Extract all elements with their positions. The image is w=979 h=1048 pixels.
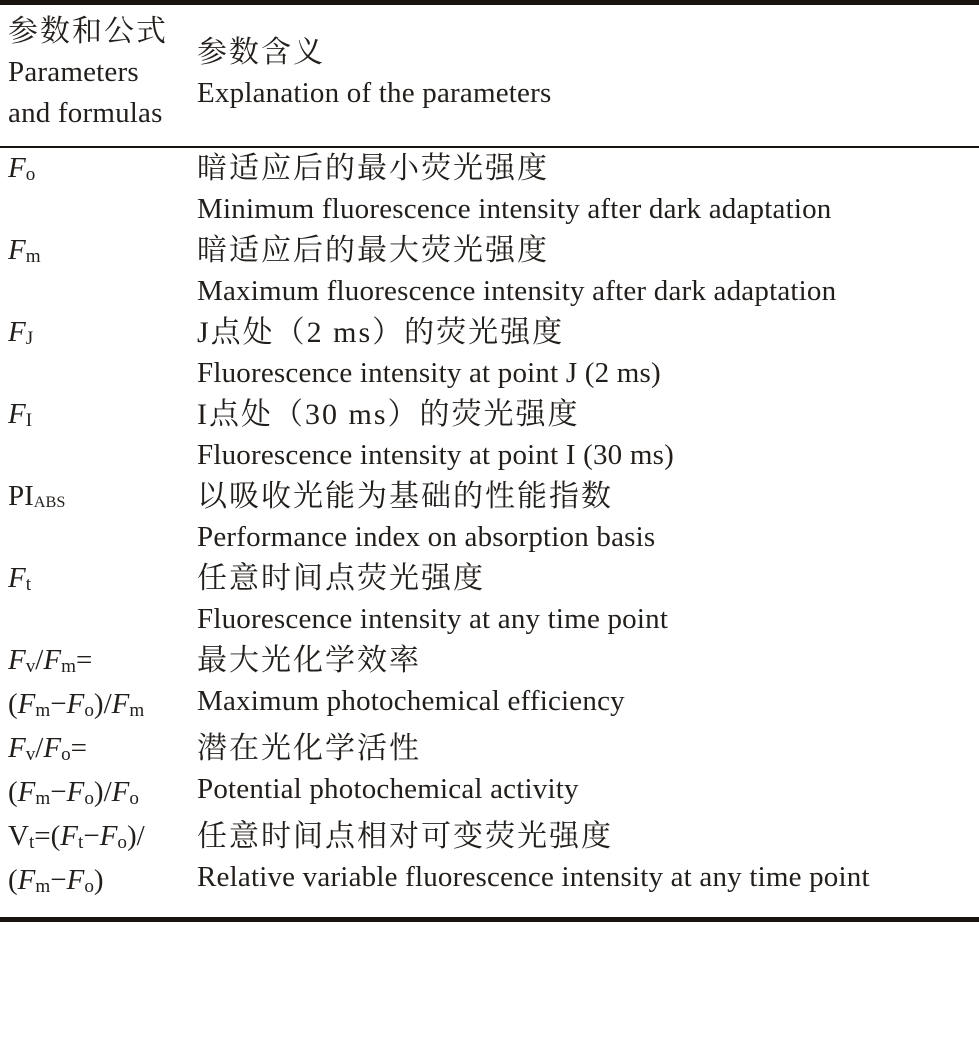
table-row — [0, 312, 979, 394]
formula-part: )/ — [126, 820, 145, 852]
formula-part: t — [78, 832, 84, 854]
formula-part: − — [50, 864, 67, 896]
formula-part: F — [17, 864, 36, 896]
table-row — [0, 816, 979, 920]
formula-line-1 — [8, 148, 197, 192]
formula-part: J — [25, 328, 34, 350]
formula-part: m — [25, 246, 41, 268]
formula-line-1 — [8, 640, 197, 684]
formula-line-2 — [8, 860, 197, 904]
formula-part: F — [8, 234, 26, 266]
formula-part: F — [8, 562, 26, 594]
explanation-english: Minimum fluorescence intensity after dark adaptation — [197, 193, 832, 225]
formula-part: o — [84, 788, 94, 810]
formula-line-2 — [8, 684, 197, 728]
explanation-chinese: 任意时间点相对可变荧光强度 — [197, 820, 613, 853]
formula-part: − — [50, 776, 67, 808]
formula-part: m — [61, 656, 76, 678]
formula-part: m — [35, 700, 51, 722]
header-col-explanation — [197, 3, 979, 148]
header-explanation-chinese: 参数含义 — [197, 35, 325, 69]
explanation-cell — [197, 230, 979, 312]
table-row — [0, 394, 979, 476]
formula-line-1 — [8, 230, 197, 274]
formula-part: ABS — [33, 492, 66, 511]
formula-part: o — [84, 876, 94, 898]
formula-part: / — [35, 732, 44, 764]
header-explanation-english: Explanation of the parameters — [197, 76, 552, 109]
formula-part: F — [60, 820, 79, 852]
explanation-chinese: 最大光化学效率 — [197, 644, 421, 677]
formula-part: F — [8, 644, 26, 676]
explanation-chinese: I点处（30 ms）的荧光强度 — [197, 398, 580, 431]
parameter-formula-cell — [0, 816, 197, 920]
formula-part: ( — [8, 688, 18, 720]
explanation-english: Fluorescence intensity at point I (30 ms) — [197, 439, 674, 471]
explanation-english: Fluorescence intensity at any time point — [197, 603, 669, 635]
parameter-formula-cell — [0, 640, 197, 728]
table-row — [0, 147, 979, 230]
formula-part: F — [99, 820, 118, 852]
formula-part: F — [66, 864, 85, 896]
formula-part: F — [8, 732, 26, 764]
formula-part: v — [25, 656, 36, 678]
table-row — [0, 640, 979, 728]
formula-part: F — [8, 398, 26, 430]
explanation-chinese: 以吸收光能为基础的性能指数 — [197, 480, 613, 513]
formula-line-1 — [8, 558, 197, 602]
explanation-cell — [197, 312, 979, 394]
parameter-formula-cell — [0, 312, 197, 394]
formula-part: o — [129, 788, 139, 810]
formula-part: F — [43, 732, 62, 764]
explanation-chinese: J点处（2 ms）的荧光强度 — [197, 316, 565, 349]
explanation-cell — [197, 476, 979, 558]
explanation-english: Performance index on absorption basis — [197, 521, 656, 553]
formula-part: = — [70, 732, 87, 764]
formula-line-1 — [8, 476, 197, 521]
formula-part: F — [111, 688, 130, 720]
table-row — [0, 558, 979, 640]
formula-part: F — [17, 776, 36, 808]
formula-part: F — [66, 688, 85, 720]
table-body — [0, 147, 979, 920]
formula-part: ( — [8, 776, 18, 808]
formula-part: )/ — [93, 688, 112, 720]
formula-part: = — [75, 644, 93, 676]
formula-part: t — [28, 832, 35, 854]
formula-part: V — [8, 820, 29, 852]
table-row — [0, 230, 979, 312]
header-parameters-english-line1: Parameters — [8, 56, 139, 88]
explanation-cell — [197, 147, 979, 230]
explanation-english: Potential photochemical activity — [197, 773, 579, 805]
parameter-formula-cell — [0, 558, 197, 640]
formula-line-1 — [8, 816, 197, 860]
formula-part: v — [25, 744, 36, 766]
explanation-english: Maximum photochemical efficiency — [197, 685, 625, 717]
table-header — [0, 3, 979, 148]
formula-line-1 — [8, 394, 197, 438]
formula-part: F — [43, 644, 62, 676]
formula-part: o — [61, 744, 71, 766]
formula-part: ( — [8, 864, 18, 896]
explanation-cell — [197, 640, 979, 728]
formula-part: m — [35, 876, 51, 898]
explanation-chinese: 任意时间点荧光强度 — [197, 562, 485, 595]
parameter-formula-cell — [0, 728, 197, 816]
explanation-english: Maximum fluorescence intensity after dark adaptation — [197, 275, 837, 307]
parameter-formula-cell — [0, 230, 197, 312]
explanation-chinese: 潜在光化学活性 — [197, 732, 421, 765]
explanation-chinese: 暗适应后的最小荧光强度 — [197, 152, 549, 185]
formula-part: − — [83, 820, 100, 852]
formula-line-1 — [8, 728, 197, 772]
explanation-cell — [197, 728, 979, 816]
formula-part: F — [111, 776, 130, 808]
header-col-parameters — [0, 3, 197, 148]
parameter-formula-cell — [0, 394, 197, 476]
formula-part: )/ — [93, 776, 112, 808]
explanation-cell — [197, 816, 979, 920]
formula-part: / — [35, 644, 44, 676]
header-parameters-chinese: 参数和公式 — [8, 15, 168, 48]
explanation-chinese: 暗适应后的最大荧光强度 — [197, 234, 549, 267]
formula-part: F — [17, 688, 36, 720]
formula-part: o — [25, 164, 36, 186]
formula-part: PI — [8, 480, 34, 512]
explanation-cell — [197, 558, 979, 640]
formula-part: m — [35, 788, 51, 810]
formula-part: ) — [93, 864, 104, 896]
header-parameters-english-line2: and formulas — [8, 97, 163, 129]
formula-part: m — [129, 700, 145, 722]
formula-line-2 — [8, 772, 197, 816]
explanation-english: Fluorescence intensity at point J (2 ms) — [197, 357, 661, 389]
formula-part: I — [25, 410, 33, 432]
formula-part: F — [66, 776, 85, 808]
parameter-formula-cell — [0, 476, 197, 558]
formula-part: o — [84, 700, 94, 722]
formula-part: F — [8, 152, 26, 184]
formula-line-1 — [8, 312, 197, 356]
header-row — [0, 3, 979, 148]
formula-part: F — [8, 316, 26, 348]
formula-part: =( — [34, 820, 61, 852]
formula-part: t — [25, 574, 32, 596]
explanation-english: Relative variable fluorescence intensity at any time point — [197, 861, 870, 893]
explanation-cell — [197, 394, 979, 476]
table-row — [0, 728, 979, 816]
formula-part: − — [50, 688, 67, 720]
formula-part: o — [117, 832, 127, 854]
table-row — [0, 476, 979, 558]
parameter-formula-cell — [0, 147, 197, 230]
